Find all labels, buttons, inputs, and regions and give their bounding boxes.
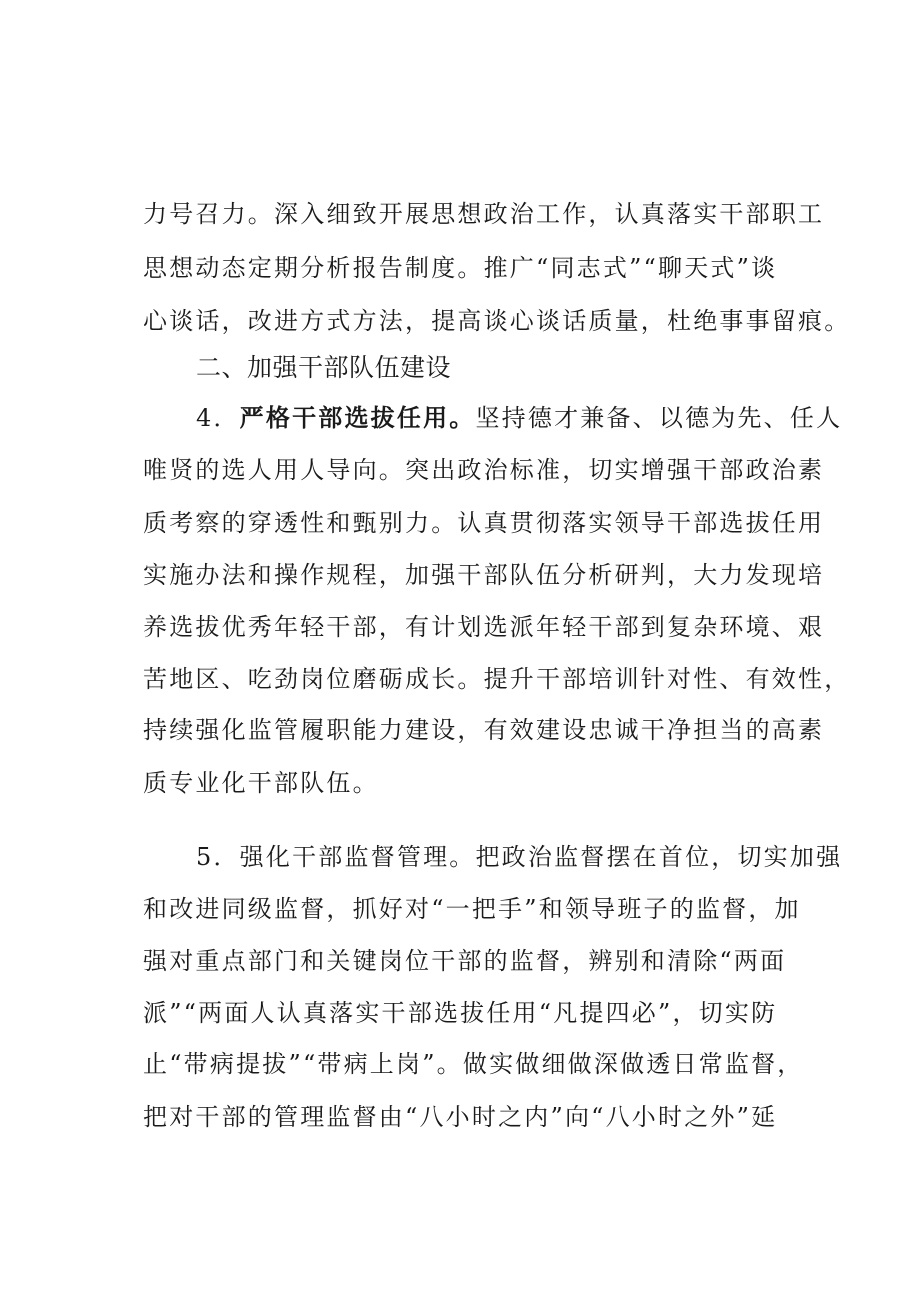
- text-line: 把对干部的管理监督由“八小时之内”向“八小时之外”延: [143, 1103, 778, 1131]
- text-line: 派”“两面人认真落实干部选拔任用“凡提四必”，切实防: [143, 999, 778, 1027]
- text-line: 苦地区、吃劲岗位磨砺成长。提升干部培训针对性、有效性，: [143, 665, 851, 693]
- text-line: 心谈话，改进方式方法，提高谈心谈话质量，杜绝事事留痕。: [143, 307, 851, 335]
- text-line: 力号召力。深入细致开展思想政治工作，认真落实干部职工: [143, 200, 825, 228]
- text-line: 质考察的穿透性和甄别力。认真贯彻落实领导干部选拔任用: [143, 509, 825, 537]
- item-4-text: 坚持德才兼备、以德为先、任人: [475, 404, 843, 432]
- item-4-first-line: [196, 400, 876, 436]
- text-line: 质专业化干部队伍。: [143, 769, 379, 797]
- text-line: 持续强化监管履职能力建设，有效建设忠诚干净担当的高素: [143, 716, 825, 744]
- text-line: 思想动态定期分析报告制度。推广“同志式”“聊天式”谈: [143, 254, 778, 282]
- text-line: 止“带病提拔”“带病上岗”。做实做细做深做透日常监督，: [143, 1050, 804, 1078]
- text-line: 唯贤的选人用人导向。突出政治标准，切实增强干部政治素: [143, 456, 825, 484]
- text-line: 强对重点部门和关键岗位干部的监督，辨别和清除“两面: [143, 947, 787, 975]
- item-4-title: 严格干部选拔任用。: [239, 403, 476, 432]
- item-5-first-line: 5．强化干部监督管理。把政治监督摆在首位，切实加强: [196, 843, 843, 871]
- text-line: 和改进同级监督，抓好对“一把手”和领导班子的监督，加: [143, 895, 801, 923]
- section-heading: 二、加强干部队伍建设: [196, 353, 452, 382]
- text-line: 养选拔优秀年轻干部，有计划选派年轻干部到复杂环境、艰: [143, 613, 825, 641]
- item-4-number: 4．: [196, 404, 240, 432]
- text-line: 实施办法和操作规程，加强干部队伍分析研判，大力发现培: [143, 561, 825, 589]
